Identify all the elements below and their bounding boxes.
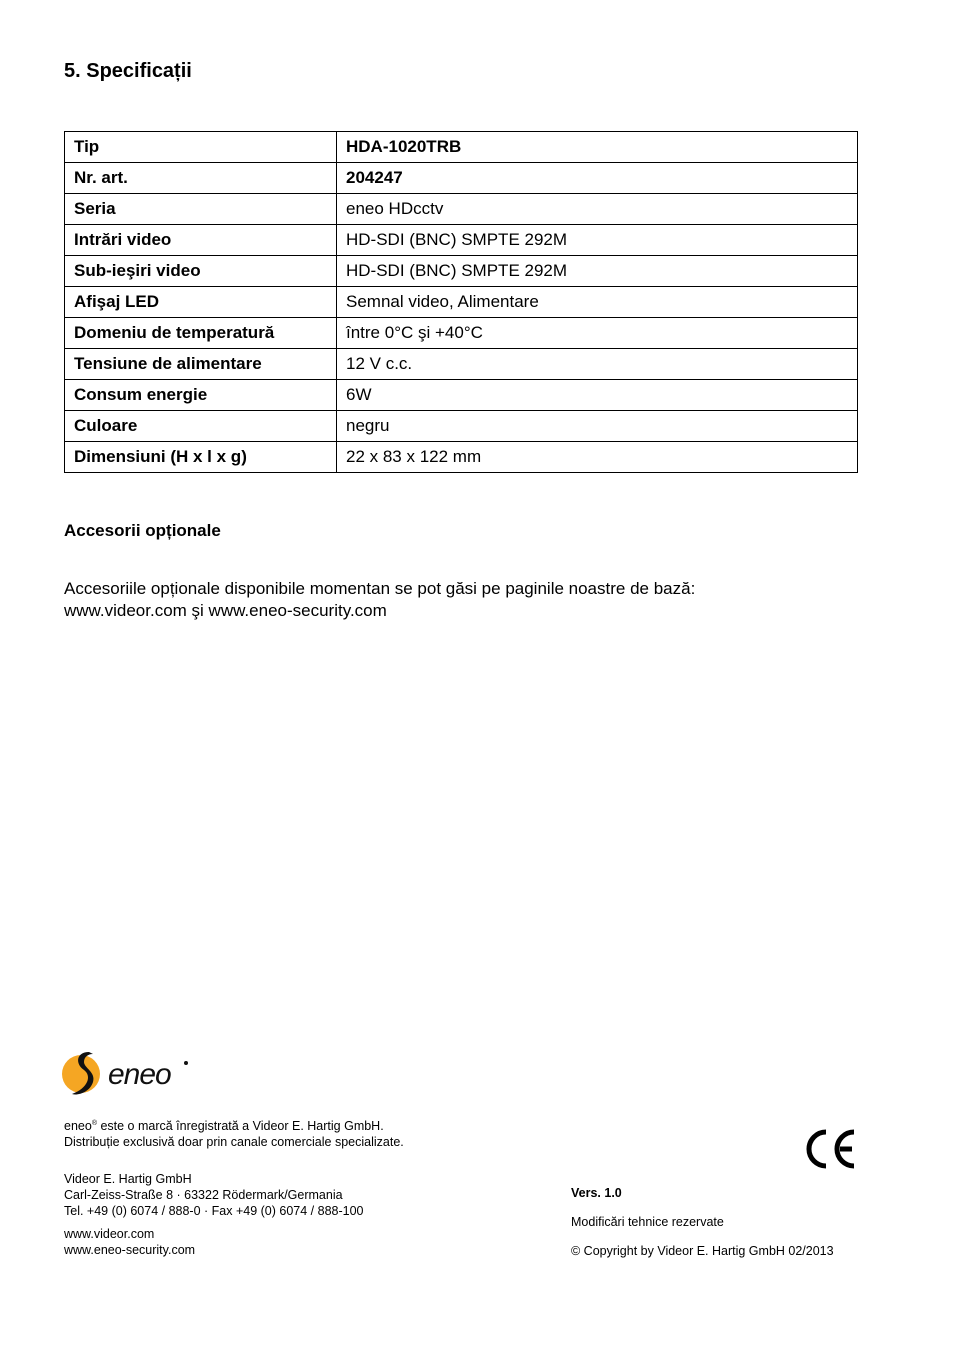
spec-label: Dimensiuni (H x l x g) xyxy=(65,442,337,473)
spec-value: HDA-1020TRB xyxy=(337,132,858,163)
spec-row xyxy=(65,225,858,256)
accessories-text xyxy=(64,578,824,622)
footer-modifications: Modificări tehnice rezervate xyxy=(571,1215,724,1229)
accessories-line-1: Accesoriile opționale disponibile momentan se pot găsi pe paginile noastre de bază: xyxy=(64,579,696,598)
spec-value: Semnal video, Alimentare xyxy=(337,287,858,318)
spec-value: 204247 xyxy=(337,163,858,194)
footer-address: Carl-Zeiss-Straße 8 · 63322 Rödermark/Germania xyxy=(64,1188,343,1202)
spec-value: 12 V c.c. xyxy=(337,349,858,380)
footer-brand-name: eneo xyxy=(64,1119,92,1133)
footer-web-eneo: www.eneo-security.com xyxy=(64,1243,196,1257)
logo-text: eneo xyxy=(108,1058,171,1091)
spec-row xyxy=(65,318,858,349)
spec-value: 22 x 83 x 122 mm xyxy=(337,442,858,473)
eneo-logo xyxy=(62,1048,194,1100)
spec-row xyxy=(65,349,858,380)
spec-label: Sub-ieşiri video xyxy=(65,256,337,287)
spec-row xyxy=(65,442,858,473)
spec-label: Tensiune de alimentare xyxy=(65,349,337,380)
spec-row xyxy=(65,256,858,287)
footer-brand-reg: ® xyxy=(91,1119,97,1127)
spec-label: Tip xyxy=(65,132,337,163)
footer-company-block xyxy=(64,1171,364,1219)
spec-row xyxy=(65,163,858,194)
footer-web-block xyxy=(64,1226,195,1258)
spec-row xyxy=(65,287,858,318)
spec-row xyxy=(65,380,858,411)
spec-label: Consum energie xyxy=(65,380,337,411)
spec-label: Seria xyxy=(65,194,337,225)
spec-value: 6W xyxy=(337,380,858,411)
footer-brand-notice xyxy=(64,1118,404,1150)
footer-phone: Tel. +49 (0) 6074 / 888-0 · Fax +49 (0) 6074 / 888-100 xyxy=(64,1204,364,1218)
spec-value: între 0°C şi +40°C xyxy=(337,318,858,349)
spec-label: Afişaj LED xyxy=(65,287,337,318)
spec-row xyxy=(65,194,858,225)
spec-label: Intrări video xyxy=(65,225,337,256)
footer-brand-rest: este o marcă înregistrată a Videor E. Hartig GmbH. xyxy=(96,1119,384,1133)
spec-label: Culoare xyxy=(65,411,337,442)
spec-table xyxy=(64,131,858,473)
spec-value: negru xyxy=(337,411,858,442)
spec-row xyxy=(65,411,858,442)
footer-distribution: Distribuție exclusivă doar prin canale comerciale specializate. xyxy=(64,1135,404,1149)
spec-label: Nr. art. xyxy=(65,163,337,194)
spec-value: eneo HDcctv xyxy=(337,194,858,225)
footer-version: Vers. 1.0 xyxy=(571,1186,622,1200)
spec-value: HD-SDI (BNC) SMPTE 292M xyxy=(337,256,858,287)
accessories-line-2: www.videor.com şi www.eneo-security.com xyxy=(64,601,387,620)
footer-company: Videor E. Hartig GmbH xyxy=(64,1172,192,1186)
spec-row xyxy=(65,132,858,163)
accessories-heading: Accesorii opționale xyxy=(64,521,221,540)
ce-mark-icon xyxy=(806,1129,858,1169)
spec-value: HD-SDI (BNC) SMPTE 292M xyxy=(337,225,858,256)
spec-label: Domeniu de temperatură xyxy=(65,318,337,349)
page-title: 5. Specificații xyxy=(64,60,192,82)
footer-copyright: © Copyright by Videor E. Hartig GmbH 02/2013 xyxy=(571,1244,834,1258)
logo-dot xyxy=(184,1061,188,1065)
footer-web-videor: www.videor.com xyxy=(64,1227,155,1241)
